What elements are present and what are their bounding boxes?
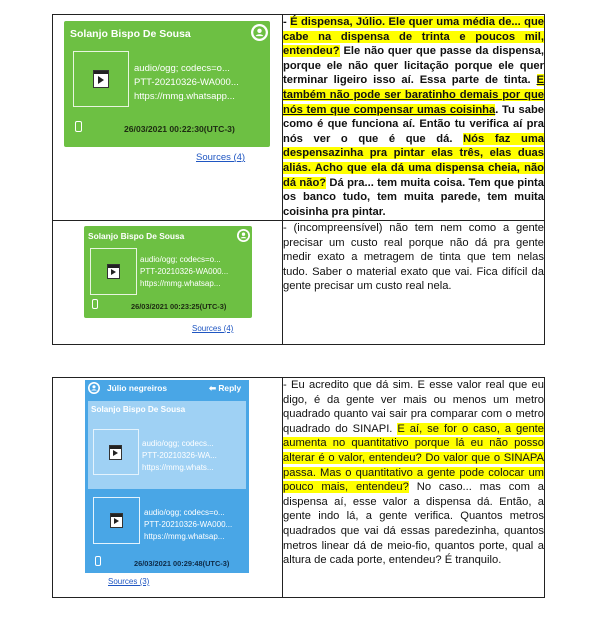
message-timestamp: 26/03/2021 00:23:25(UTC-3) xyxy=(131,302,227,311)
quoted-media-thumbnail[interactable] xyxy=(93,429,139,475)
message-bubble xyxy=(64,21,270,147)
media-mime: audio/ogg; codecs=o... xyxy=(134,63,230,74)
transcript-text-1: - É dispensa, Júlio. Ele quer uma média de... que cabe na dispensa de trinta e poucos mil, entendeu? Ele não quer que passe da dispensa, porque ele não quer licitação porque ele quer terminar ligeiro isso aí. Essa parte de tinta. E também não pode ser baratinho demais por que nós tem que compensar umas coisinha. Tu sabe como é que funciona aí. Então tu verifica aí pra nós ver o que é que dá. Nós faz uma despensazinha pra pintar elas três, elas duas aliás. Acho que ela dá uma dispensa cheia, não dá não? Dá pra... tem muita coisa. Tem que pinta os banco tudo, tem muita parede, tem muita coisinha pra pintar. xyxy=(283,15,545,221)
avatar-icon xyxy=(237,229,250,242)
message-screenshot-cell xyxy=(53,221,283,345)
media-mime: audio/ogg; codecs=o... xyxy=(144,508,225,517)
audio-file-icon xyxy=(107,264,120,279)
media-url[interactable]: https://mmg.whatsapp... xyxy=(134,91,235,102)
media-thumbnail[interactable] xyxy=(90,248,137,295)
reply-message-bubble xyxy=(85,380,249,573)
highlighted-text: Nós faz uma despensazinha pra pintar elas três, elas duas aliás. Acho que ela dá uma dispensa cheia, não dá não? xyxy=(283,132,544,189)
media-filename: PTT-20210326-WA000... xyxy=(144,520,233,529)
transcript-text-2: - (incompreensível) não tem nem como a gente precisar um custo real porque não dá pra gente medir exato a metragem de tinta que tem nelas tudo. Saber o material exato que vai. Fica difícil da gente precisar um custo real nela. xyxy=(283,221,545,345)
reply-arrow-icon: ⬅ xyxy=(209,383,217,393)
audio-file-icon xyxy=(110,513,123,528)
media-url[interactable]: https://mmg.whatsap... xyxy=(144,532,225,541)
reply-indicator xyxy=(209,383,241,393)
table-row xyxy=(53,15,545,221)
message-timestamp: 26/03/2021 00:29:48(UTC-3) xyxy=(134,559,230,568)
media-mime: audio/ogg; codecs=o... xyxy=(140,255,221,264)
table-row xyxy=(53,221,545,345)
media-url[interactable]: https://mmg.whatsap... xyxy=(140,279,221,288)
avatar-icon xyxy=(251,24,268,41)
sources-link[interactable]: Sources (3) xyxy=(108,577,150,586)
sender-name: Solanjo Bispo De Sousa xyxy=(88,231,185,241)
media-filename: PTT-20210326-WA000... xyxy=(134,77,239,88)
avatar-icon xyxy=(88,382,100,394)
media-thumbnail[interactable] xyxy=(73,51,129,107)
highlighted-text: E aí, se for o caso, a gente aumenta no quantitativo porque lá eu não posso alterar é o valor, entendeu? Do valor que o SINAPA passa. Mas o quantitativo a gente pode colocar um pouco mais, entendeu? xyxy=(283,422,544,494)
message-timestamp: 26/03/2021 00:22:30(UTC-3) xyxy=(124,124,235,134)
reply-label: Reply xyxy=(218,383,242,393)
quoted-message[interactable] xyxy=(88,401,246,489)
transcript-table-1 xyxy=(52,14,545,345)
media-thumbnail[interactable] xyxy=(93,497,140,544)
message-screenshot-cell xyxy=(53,378,283,598)
phone-icon xyxy=(75,121,82,132)
message-screenshot-cell xyxy=(53,15,283,221)
phone-icon xyxy=(95,556,101,566)
transcript-text-3: - Eu acredito que dá sim. E esse valor real que eu digo, é da gente ver mais ou menos um metro quadrado quanto vai sair pra comparar com o metro quadrado do SINAPI. E aí, se for o caso, a gente aumenta no quantitativo porque lá eu não posso alterar é o valor, entendeu? Do valor que o SINAPA passa. Mas o quantitativo a gente pode colocar um pouco mais, entendeu? No caso... mas com a dispensa aí, esse valor a dispensa dá. Então, a gente indo lá, a gente verifica. Quantos metros quadrados que vai dá essas paredezinha, quantos metros linear dá de meio-fio, quantos porte, qual a altura de cada porte, entendeu? É tranquilo. xyxy=(283,378,545,598)
media-filename: PTT-20210326-WA000... xyxy=(140,267,229,276)
quoted-media-mime: audio/ogg; codecs... xyxy=(142,439,214,448)
audio-file-icon xyxy=(93,70,109,88)
audio-file-icon xyxy=(109,445,122,460)
sources-link[interactable]: Sources (4) xyxy=(192,324,234,333)
quoted-media-filename: PTT-20210326-WA... xyxy=(142,451,217,460)
sender-name: Solanjo Bispo De Sousa xyxy=(70,28,191,40)
message-bubble xyxy=(84,226,252,318)
quoted-sender-name: Solanjo Bispo De Sousa xyxy=(91,405,186,414)
highlighted-text: É dispensa, Júlio. Ele quer uma média de... que cabe na dispensa de trinta e poucos mil, entendeu? xyxy=(283,16,544,58)
transcript-table-2 xyxy=(52,377,545,598)
sources-link[interactable]: Sources (4) xyxy=(196,152,246,163)
sender-name: Júlio negreiros xyxy=(107,383,168,393)
highlighted-underlined-text: E também não pode ser baratinho demais por que nós tem que compensar umas coisinha xyxy=(283,74,544,116)
table-row xyxy=(53,378,545,598)
quoted-media-url[interactable]: https://mmg.whats... xyxy=(142,463,214,472)
phone-icon xyxy=(92,299,98,309)
